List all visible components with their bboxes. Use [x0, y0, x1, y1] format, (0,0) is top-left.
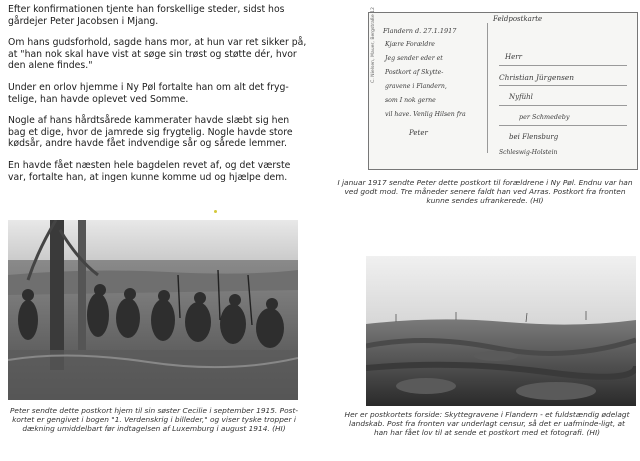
paragraph: Nogle af hans hårdtsårede kammerater havde slæbt sig hen bag et dige, hvor de jamrede sig frygtelig. Nogle havde store kødsår, andre havde fået indvendige sår og sårede lemmer.: [8, 115, 293, 150]
postcard-address-line: bei Flensburg: [509, 133, 559, 141]
paragraph: Om hans gudsforhold, sagde hans mor, at hun var ret sikker på, at "han nok skal have vist at søge sin trøst og støtte dér, hvor den alene findes.": [8, 37, 307, 72]
postcard-salutation: Kjære Forældre: [385, 41, 435, 48]
postcard-caption: I januar 1917 sendte Peter dette postkort til forældrene i Ny Pøl. Endnu var han ved godt mod. Tre måneder senere faldt han ved Arras. Postkort fra fronten kunne sendes ufrankerede. (HI): [337, 178, 633, 206]
address-rule: [499, 125, 627, 126]
paragraph: Efter konfirmationen tjente han forskellige steder, sidst hos gårdejer Peter Jacobsen i Mjang.: [8, 4, 285, 27]
paragraph: Under en orlov hjemme i Ny Pøl fortalte han om alt det fryg-telige, han havde oplevet ved Somme.: [8, 81, 289, 105]
postcard-address-line: Herr: [505, 53, 522, 61]
postcard-address-line: Christian Jürgensen: [499, 73, 574, 82]
postcard-address-line: Schleswig-Holstein: [499, 149, 558, 156]
trenches-photo: [366, 256, 636, 406]
address-rule: [499, 65, 627, 66]
postcard-address-line: Nyfühl: [509, 93, 533, 101]
postcard-message-line: som I nok gerne: [385, 97, 436, 104]
trenches-photo-caption: Her er postkortets forside: Skyttegravene i Flandern - et fuldstændig ødelagt landskab. Post fra fronten var underlagt censur, så det er uafminde-ligt, at han har fået lov til at sende et postkort med et fotografi. (HI): [344, 410, 630, 438]
soldiers-photo: [8, 220, 298, 400]
postcard-address-line: per Schmedeby: [519, 113, 570, 121]
postcard-divider: [487, 23, 488, 153]
marker-dot: [214, 210, 217, 213]
paragraph: En havde fået næsten hele bagdelen revet af, og det værste var, fortalte han, at ingen kunne komme ud og hjælpe dem.: [8, 159, 291, 183]
right-column: [322, 0, 640, 461]
postcard-message-line: gravene i Flandern,: [385, 83, 447, 90]
body-text: [8, 4, 308, 193]
postcard-message-line: Jeg sender eder et: [385, 55, 443, 62]
postcard-header: Feldpostkarte: [493, 15, 543, 23]
postcard-message-line: vil have. Venlig Hilsen fra: [385, 111, 466, 118]
postcard-back: [368, 7, 638, 170]
address-rule: [499, 85, 627, 86]
postcard-signature: Peter: [409, 129, 428, 137]
postcard-publisher: C. Nielsen, Mauer, Bergstraße 12: [371, 7, 376, 83]
soldiers-photo-caption: Peter sendte dette postkort hjem til sin søster Cecilie i september 1915. Post-kortet er gengivet i bogen "1. Verdenskrig i billeder," og viser tyske tropper i dækning umiddelbart før indtagelsen af Luxemburg i august 1914. (HI): [9, 406, 299, 434]
address-rule: [499, 105, 627, 106]
postcard-date: Flandern d. 27.1.1917: [383, 27, 457, 35]
postcard-message-line: Postkort af Skytte-: [385, 69, 444, 76]
